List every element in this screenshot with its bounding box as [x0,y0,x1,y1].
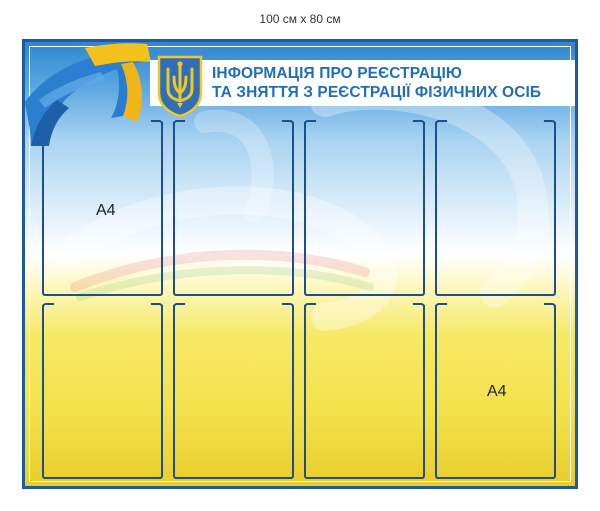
pocket-slot [173,303,294,317]
document-pocket [173,305,294,479]
title-line-1: ІНФОРМАЦІЯ ПРО РЕЄСТРАЦІЮ [212,65,463,82]
document-pocket [435,305,556,479]
board-size-label: 100 см х 80 см [259,12,341,26]
document-pocket [173,122,294,296]
pocket-size-label: A4 [487,383,507,400]
flag-ribbon-decoration [25,42,165,152]
board-title [212,64,578,102]
pocket-size-label: A4 [96,202,116,219]
pocket-slot [173,120,294,134]
pocket-slot [42,303,163,317]
document-pocket [435,122,556,296]
pocket-slot [435,120,556,134]
document-pocket [304,305,425,479]
document-pocket [42,305,163,479]
title-line-2: ТА ЗНЯТТЯ З РЕЄСТРАЦІЇ ФІЗИЧНИХ ОСІБ [212,84,542,101]
pocket-slot [435,303,556,317]
document-pocket [304,122,425,296]
pocket-slot [304,303,425,317]
pocket-slot [304,120,425,134]
info-stand-board [22,39,578,489]
tryzub-icon [155,55,205,117]
